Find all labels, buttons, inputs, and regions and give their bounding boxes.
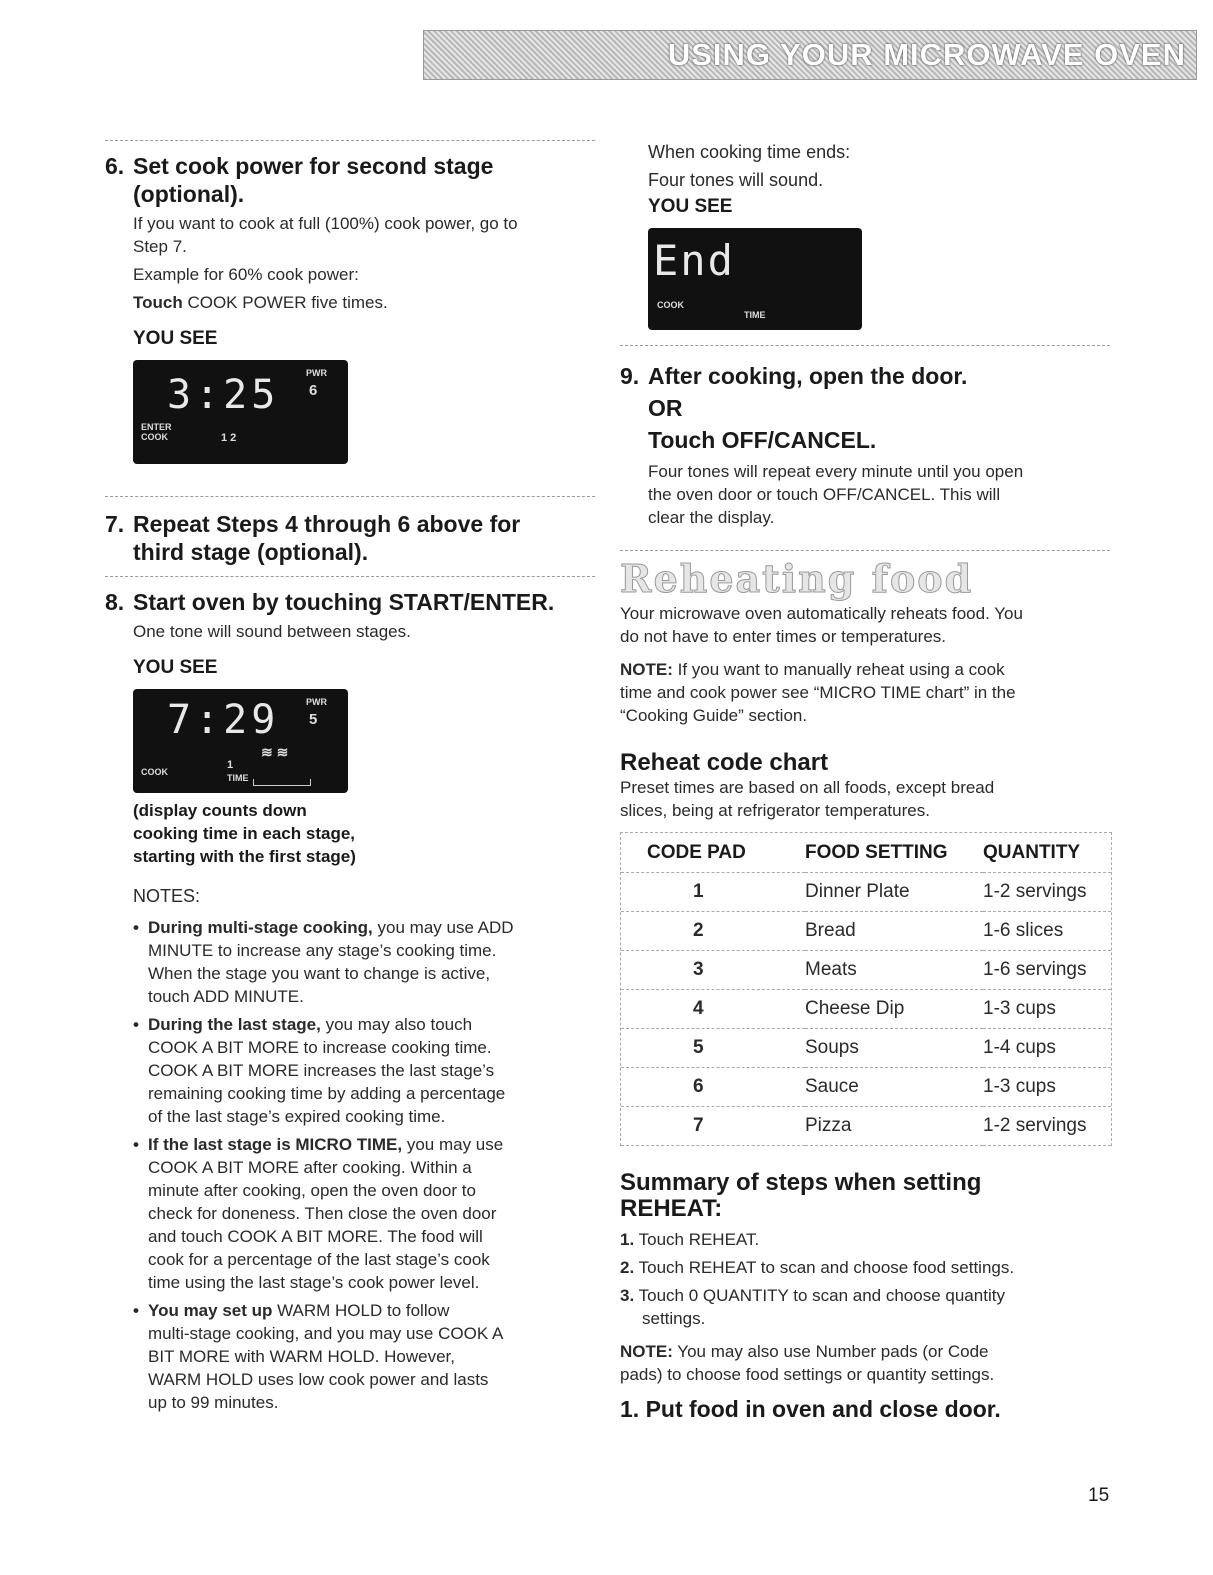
- summary-step-number: 1.: [620, 1230, 635, 1249]
- code-cell: 2: [621, 912, 805, 951]
- note-line: time using the last stage’s cook power level.: [148, 1273, 480, 1292]
- step-number: 6.: [105, 153, 125, 179]
- summary-step: [620, 1228, 1110, 1251]
- step-title-line: Start oven by touching START/ENTER.: [133, 589, 555, 615]
- step-title-line: third stage (optional).: [133, 539, 369, 565]
- table-row: [621, 1107, 1111, 1146]
- stage-bracket: [253, 779, 311, 786]
- stage-indicator: 1: [227, 759, 234, 771]
- col-header: FOOD SETTING: [805, 833, 983, 873]
- header-banner: [423, 30, 1197, 80]
- step-title-line: Touch OFF/CANCEL.: [648, 427, 877, 453]
- note-line: remaining cooking time by adding a percentage: [148, 1084, 506, 1103]
- display-3-25: [133, 360, 348, 464]
- step-title-line: (optional).: [133, 181, 245, 207]
- note-text: You may also use Number pads (or Code: [672, 1342, 989, 1361]
- note-text: you may use ADD: [372, 918, 514, 937]
- quantity-cell: 1-4 cups: [983, 1029, 1111, 1068]
- reheating-intro: [620, 602, 1110, 727]
- note-bold: During the last stage,: [148, 1015, 321, 1034]
- note-line: cook for a percentage of the last stage’s cook: [148, 1250, 490, 1269]
- code-cell: 3: [621, 951, 805, 990]
- touch-label: Touch: [133, 293, 183, 312]
- note-line: pads) to choose food settings or quantity settings.: [620, 1365, 995, 1384]
- food-cell: Pizza: [805, 1107, 983, 1146]
- enter-label: ENTER: [141, 422, 172, 432]
- code-cell: 1: [621, 873, 805, 912]
- caption-line: starting with the first stage): [133, 847, 356, 866]
- note-line: check for doneness. Then close the oven door: [148, 1204, 497, 1223]
- body-line: Example for 60% cook power:: [133, 265, 359, 284]
- table-row: [621, 990, 1111, 1029]
- cook-label: COOK: [141, 432, 168, 442]
- note-item: [133, 1013, 603, 1128]
- summary-step-number: 2.: [620, 1258, 635, 1277]
- food-cell: Cheese Dip: [805, 990, 983, 1029]
- note-item: [133, 1299, 603, 1414]
- final-step-title: 1. Put food in oven and close door.: [620, 1396, 1001, 1422]
- divider: [620, 345, 1110, 346]
- note-line: “Cooking Guide” section.: [620, 706, 808, 725]
- note-line: [620, 1340, 1110, 1363]
- note-line: and touch COOK A BIT MORE. The food will: [148, 1227, 483, 1246]
- food-cell: Soups: [805, 1029, 983, 1068]
- note-line: [620, 658, 1110, 681]
- body-line: One tone will sound between stages.: [133, 622, 411, 641]
- note-bold: During multi-stage cooking,: [148, 918, 373, 937]
- note-line: time and cook power see “MICRO TIME chart” in the: [620, 683, 1016, 702]
- cook-label: COOK: [657, 300, 684, 310]
- code-cell: 4: [621, 990, 805, 1029]
- reheating-title: Reheating food: [620, 556, 974, 601]
- body-line: Four tones will repeat every minute until you open: [648, 462, 1024, 481]
- summary-step-number: 3.: [620, 1286, 635, 1305]
- divider: [620, 550, 1110, 551]
- note-label: NOTE:: [620, 660, 673, 679]
- step-7: [105, 510, 633, 566]
- note-line: When the stage you want to change is active,: [148, 964, 491, 983]
- divider: [105, 576, 595, 577]
- body-line: Your microwave oven automatically reheats food. You: [620, 604, 1023, 623]
- note-line: touch ADD MINUTE.: [148, 987, 304, 1006]
- note-item: [133, 1133, 603, 1294]
- display-caption: [133, 799, 603, 868]
- display-digits: 7:29: [167, 697, 280, 743]
- step-number: 7.: [105, 511, 125, 537]
- note-bold: If the last stage is MICRO TIME,: [148, 1135, 403, 1154]
- divider: [105, 140, 595, 141]
- table-row: [621, 912, 1111, 951]
- time-label: TIME: [227, 773, 249, 783]
- touch-line: [133, 291, 605, 314]
- note-label: NOTE:: [620, 1342, 673, 1361]
- quantity-cell: 1-6 slices: [983, 912, 1111, 951]
- body-line: When cooking time ends:: [648, 142, 851, 162]
- page-number: 15: [1088, 1485, 1110, 1506]
- caption-line: (display counts down: [133, 801, 307, 820]
- step-6: [105, 152, 605, 350]
- display-digits: 3:25: [167, 372, 280, 418]
- pwr-value: 5: [309, 711, 318, 728]
- step-title-line: Set cook power for second stage: [133, 153, 494, 179]
- you-see-label: YOU SEE: [648, 196, 733, 217]
- step-title-line: Repeat Steps 4 through 6 above for: [133, 511, 521, 537]
- code-cell: 6: [621, 1068, 805, 1107]
- summary-step: [620, 1256, 1110, 1279]
- food-cell: Sauce: [805, 1068, 983, 1107]
- step-8-details: [133, 799, 603, 1414]
- stage-indicators: 1 2: [221, 432, 237, 444]
- you-see-label: YOU SEE: [133, 657, 218, 678]
- time-label: TIME: [744, 310, 766, 320]
- quantity-cell: 1-2 servings: [983, 1107, 1111, 1146]
- col-header: CODE PAD: [621, 833, 805, 873]
- step-or: OR: [648, 395, 683, 421]
- note-line: COOK A BIT MORE to increase cooking time.: [148, 1038, 492, 1057]
- table-row: [621, 873, 1111, 912]
- notes-label: NOTES:: [133, 886, 201, 906]
- step-number: 8.: [105, 589, 125, 615]
- note-line: of the last stage’s expired cooking time.: [148, 1107, 446, 1126]
- summary-section: [620, 1170, 1110, 1423]
- you-see-label: YOU SEE: [133, 328, 218, 349]
- pwr-value: 6: [309, 382, 318, 399]
- step-number: 9.: [620, 363, 640, 389]
- table-row: [621, 1029, 1111, 1068]
- note-line: BIT MORE with WARM HOLD. However,: [148, 1347, 455, 1366]
- food-cell: Dinner Plate: [805, 873, 983, 912]
- step-8: [105, 588, 605, 679]
- summary-step-text: Touch REHEAT.: [638, 1230, 760, 1249]
- chart-title: Reheat code chart: [620, 749, 829, 776]
- table-row: [621, 1068, 1111, 1107]
- cooking-end-section: [648, 138, 1108, 218]
- quantity-cell: 1-2 servings: [983, 873, 1111, 912]
- quantity-cell: 1-6 servings: [983, 951, 1111, 990]
- note-bold: You may set up: [148, 1301, 273, 1320]
- caption-line: cooking time in each stage,: [133, 824, 356, 843]
- note-text: you may also touch: [320, 1015, 473, 1034]
- cook-label: COOK: [141, 767, 168, 777]
- pwr-label: PWR: [306, 368, 327, 378]
- body-line: Step 7.: [133, 237, 187, 256]
- note-line: COOK A BIT MORE after cooking. Within a: [148, 1158, 472, 1177]
- summary-step-text: settings.: [642, 1309, 706, 1328]
- note-item: [133, 916, 603, 1008]
- pwr-label: PWR: [306, 697, 327, 707]
- body-line: Preset times are based on all foods, except bread: [620, 778, 995, 797]
- table-header-row: [621, 833, 1111, 873]
- display-end: [648, 228, 862, 330]
- food-cell: Bread: [805, 912, 983, 951]
- wave-icons: ≋ ≋: [261, 744, 289, 760]
- body-line: Four tones will sound.: [648, 170, 824, 190]
- note-text: you may use: [402, 1135, 504, 1154]
- note-line: multi-stage cooking, and you may use COOK A: [148, 1324, 504, 1343]
- table-row: [621, 951, 1111, 990]
- touch-text: COOK POWER five times.: [182, 293, 388, 312]
- code-cell: 5: [621, 1029, 805, 1068]
- note-text: If you want to manually reheat using a cook: [672, 660, 1005, 679]
- summary-step-text: Touch 0 QUANTITY to scan and choose quantity: [638, 1286, 1005, 1305]
- step-title-line: After cooking, open the door.: [648, 363, 968, 389]
- notes-list: [133, 916, 603, 1414]
- body-line: the oven door or touch OFF/CANCEL. This will: [648, 485, 1001, 504]
- reheat-chart-section: [620, 750, 1110, 822]
- quantity-cell: 1-3 cups: [983, 1068, 1111, 1107]
- note-line: minute after cooking, open the oven door to: [148, 1181, 476, 1200]
- summary-title-line: Summary of steps when setting: [620, 1169, 982, 1196]
- quantity-cell: 1-3 cups: [983, 990, 1111, 1029]
- note-line: COOK A BIT MORE increases the last stage’s: [148, 1061, 495, 1080]
- body-line: If you want to cook at full (100%) cook power, go to: [133, 214, 518, 233]
- body-line: clear the display.: [648, 508, 775, 527]
- summary-step: [620, 1284, 1110, 1307]
- reheat-code-table: [620, 832, 1112, 1146]
- display-text: End: [653, 236, 735, 285]
- body-line: do not have to enter times or temperatures.: [620, 627, 947, 646]
- food-cell: Meats: [805, 951, 983, 990]
- note-line: up to 99 minutes.: [148, 1393, 279, 1412]
- code-cell: 7: [621, 1107, 805, 1146]
- body-line: slices, being at refrigerator temperatures.: [620, 801, 930, 820]
- header-title: USING YOUR MICROWAVE OVEN: [667, 37, 1186, 72]
- summary-step-text: Touch REHEAT to scan and choose food settings.: [638, 1258, 1015, 1277]
- col-header: QUANTITY: [983, 833, 1111, 873]
- divider: [105, 496, 595, 497]
- display-7-29: [133, 689, 348, 793]
- note-text: WARM HOLD to follow: [272, 1301, 450, 1320]
- summary-title-line: REHEAT:: [620, 1195, 723, 1222]
- note-line: MINUTE to increase any stage’s cooking time.: [148, 941, 497, 960]
- note-line: WARM HOLD uses low cook power and lasts: [148, 1370, 489, 1389]
- step-9: [620, 360, 1110, 529]
